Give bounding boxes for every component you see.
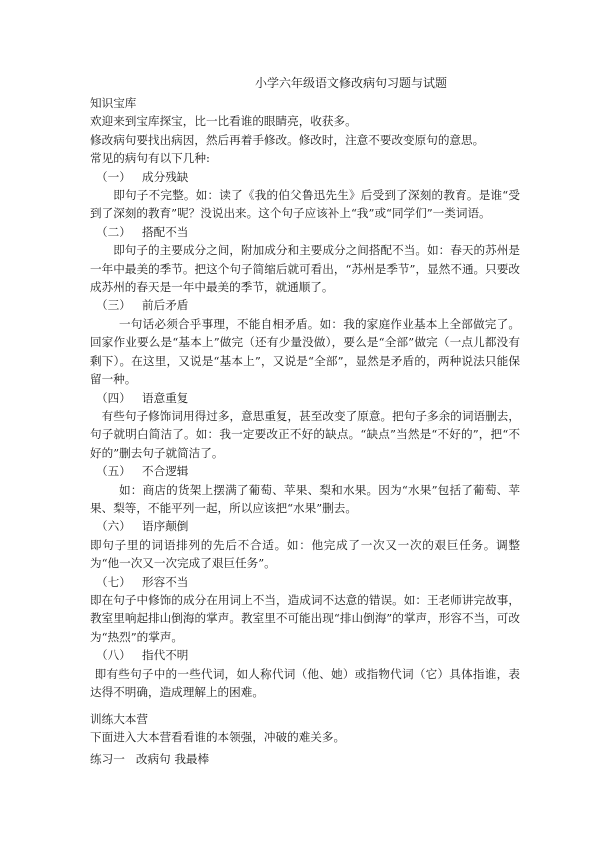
section-heading [90,646,520,664]
section-heading [90,223,520,241]
exercise-title: 改病句 我最棒 [135,752,210,766]
section-title: 语序颠倒 [142,519,189,534]
training-heading: 训练大本营 [90,712,148,726]
section-title: 成分残缺 [142,169,189,184]
section-heading [90,168,520,186]
section-body: 有些句子修饰词用得过多，意思重复，甚至改变了原意。把句子多余的词语删去，句子就明白简洁了。如：我一定要改正不好的缺点。“缺点”当然是“不好的”，把“不好的”删去句子就简洁了。 [90,408,520,460]
section-number: （七） [96,574,131,589]
knowledge-section [90,94,520,701]
section-number: （五） [96,464,131,479]
section-body: 一句话必须合乎事理，不能自相矛盾。如：我的家庭作业基本上全部做完了。回家作业要么是“基本上”做完（还有少量没做），要么是“全部”做完（一点儿都没有剩下）。在这里，又说是“基本上”，又说是“全部”，显然是矛盾的，两种说法只能保留一种。 [90,316,520,387]
document-title: 小学六年级语文修改病句习题与试题 [255,76,448,90]
intro-line-3: 常见的病句有以下几种: [90,151,210,166]
section-heading [90,573,520,591]
section-title: 语意重复 [142,390,189,405]
section-body: 即句子里的词语排列的先后不合适。如：他完成了一次又一次的艰巨任务。调整为“他一次又一次完成了艰巨任务”。 [90,537,520,571]
intro-heading: 知识宝库 [90,96,137,110]
training-intro: 下面进入大本营看看谁的本领强，冲破的难关多。 [90,730,346,745]
section-title: 前后矛盾 [142,298,189,313]
section-heading [90,462,520,480]
section-title: 形容不当 [142,574,189,589]
section-number: （二） [96,224,131,239]
exercise-heading [90,750,209,768]
section-number: （三） [96,298,131,313]
section-title: 不合逻辑 [142,464,189,479]
intro-line-2: 修改病句要找出病因，然后再着手修改。修改时，注意不要改变原句的意思。 [90,132,485,147]
section-title: 指代不明 [142,648,189,663]
section-body: 即有些句子中的一些代词，如人称代词（他、她）或指物代词（它）具体指谁，表达得不明确，造成理解上的困难。 [90,666,520,699]
section-number: （八） [96,648,131,663]
section-body: 即句子的主要成分之间，附加成分和主要成分之间搭配不当。如：春天的苏州是一年中最美的季节。把这个句子简缩后就可看出，“苏州是季节”，显然不通。只要改成苏州的春天是一年中最美的季节，就通顺了。 [90,243,520,295]
section-body: 即在句子中修饰的成分在用词上不当，造成词不达意的错误。如：王老师讲完故事，教室里响起排山倒海的掌声。教室里不可能出现“排山倒海”的掌声，形容不当，可改为“热烈”的掌声。 [90,592,520,644]
intro-line-1: 欢迎来到宝库探宝，比一比看谁的眼睛亮，收获多。 [90,114,357,129]
section-heading [90,296,520,314]
section-title: 搭配不当 [142,224,189,239]
section-body: 即句子不完整。如：读了《我的伯父鲁迅先生》后受到了深刻的教育。是谁“受到了深刻的教育”呢？没说出来。这个句子应该补上“我”或“同学们”一类词语。 [90,188,520,221]
section-number: （一） [96,169,131,184]
section-number: （四） [96,390,131,405]
section-heading [90,517,520,535]
section-number: （六） [96,519,131,534]
training-section [90,710,520,747]
section-heading [90,389,520,407]
exercise-label: 练习一 [90,752,125,766]
section-body: 如：商店的货架上摆满了葡萄、苹果、梨和水果。因为“水果”包括了葡萄、苹果、梨等，不能平列一起，所以应该把“水果”删去。 [90,482,520,515]
